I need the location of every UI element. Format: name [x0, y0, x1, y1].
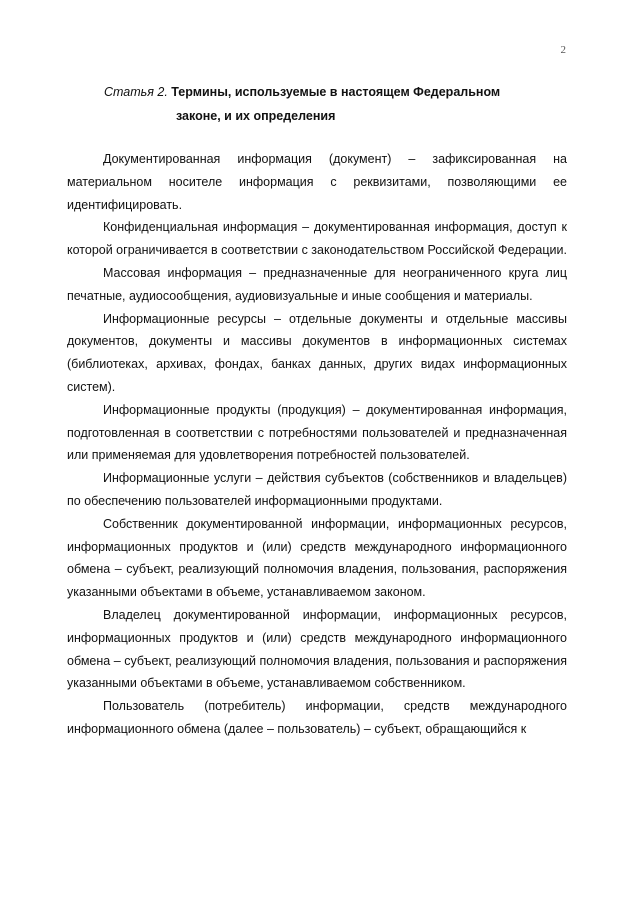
article-title-part-2: законе, и их определения — [176, 109, 336, 123]
article-body — [67, 148, 567, 741]
article-heading — [0, 80, 640, 128]
definition-documented-information: Документированная информация (документ) – зафиксированная на материальном носителе информация с реквизитами, позволяющими ее идентифицировать. — [67, 152, 567, 212]
definition-information-services: Информационные услуги – действия субъектов (собственников и владельцев) по обеспечению пользователей информационными продуктами. — [67, 471, 567, 508]
definition-information-products: Информационные продукты (продукция) – документированная информация, подготовленная в соответствии с потребностями пользователей и предназначенная или применяемая для удовлетворения потребностей пользователей. — [67, 402, 567, 463]
definition-information-resources: Информационные ресурсы – отдельные документы и отдельные массивы документов, документы и массивы документов в информационных системах (библиотеках, архивах, фондах, банках данных, других видах информационных систем). — [67, 311, 567, 394]
definition-mass-information: Массовая информация – предназначенные для неограниченного круга лиц печатные, аудиосообщения, аудиовизуальные и иные сообщения и материалы. — [67, 265, 567, 303]
page-number: 2 — [560, 44, 566, 56]
definition-confidential-information: Конфиденциальная информация – документированная информация, доступ к которой ограничивается в соответствии с законодательством Российской Федерации. — [67, 220, 567, 258]
article-title-part-1: Термины, используемые в настоящем Федеральном — [171, 85, 501, 99]
article-heading-line-1 — [104, 80, 640, 104]
definition-user: Пользователь (потребитель) информации, средств международного информационного обмена (далее – пользователь) – субъект, обращающийся к — [67, 699, 567, 736]
definition-owner: Собственник документированной информации, информационных ресурсов, информационных продуктов и (или) средств международного информационного обмена – субъект, реализующий полномочия владения, пользования, распоряжения указанными объектами в объеме, устанавливаемом законом. — [67, 516, 567, 600]
article-number: Статья 2. — [104, 85, 168, 99]
definition-holder: Владелец документированной информации, информационных ресурсов, информационных продуктов и (или) средств международного информационного обмена – субъект, реализующий полномочия владения, пользования и распоряжения указанными объектами в объеме, устанавливаемом собственником. — [67, 607, 567, 691]
